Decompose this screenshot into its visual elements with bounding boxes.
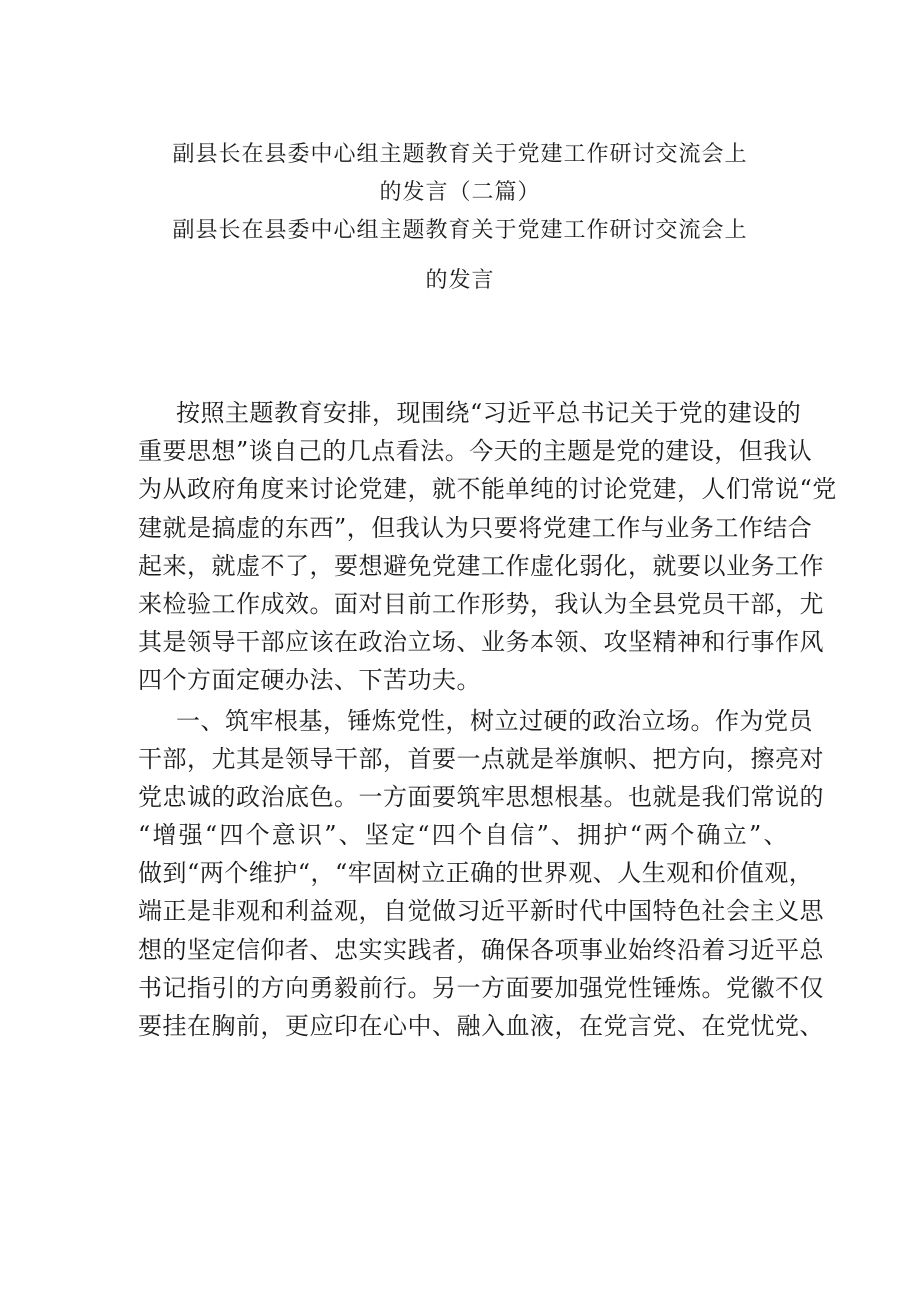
title-line-2: 的发言（二篇） xyxy=(379,180,541,205)
paragraph-line: 想的坚定信仰者、忠实实践者，确保各项事业始终沿着习近平总 xyxy=(138,935,824,964)
paragraph-line: 党忠诚的政治底色。一方面要筑牢思想根基。也就是我们常说的 xyxy=(138,782,824,811)
title-line-1: 副县长在县委中心组主题教育关于党建工作研讨交流会上 xyxy=(172,142,748,167)
document-title xyxy=(0,136,920,300)
paragraph-intro xyxy=(138,394,837,700)
paragraph-line: 四个方面定硬办法、下苦功夫。 xyxy=(138,666,481,695)
paragraph-line: 来检验工作成效。面对目前工作形势，我认为全县党员干部，尤 xyxy=(138,589,824,618)
paragraph-line: 干部，尤其是领导干部，首要一点就是举旗帜、把方向，擦亮对 xyxy=(138,744,824,773)
paragraph-line: 为从政府角度来讨论党建，就不能单纯的讨论党建，人们常说“党 xyxy=(138,475,837,504)
paragraph-section-one xyxy=(138,702,824,1046)
title-line-3: 副县长在县委中心组主题教育关于党建工作研讨交流会上 xyxy=(172,218,748,243)
paragraph-line: 要挂在胸前，更应印在心中、融入血液，在党言党、在党忧党、 xyxy=(138,1012,824,1040)
paragraph-line: 书记指引的方向勇毅前行。另一方面要加强党性锤炼。党徽不仅 xyxy=(138,973,824,1002)
paragraph-line: 起来，就虚不了，要想避免党建工作虚化弱化，就要以业务工作 xyxy=(138,551,824,580)
paragraph-line: 其是领导干部应该在政治立场、业务本领、攻坚精神和行事作风 xyxy=(138,628,824,657)
paragraph-line: 按照主题教育安排，现围绕“习近平总书记关于党的建设的 xyxy=(176,399,802,427)
paragraph-line: 建就是搞虚的东西”，但我认为只要将党建工作与业务工作结合 xyxy=(138,513,813,542)
paragraph-line: 做到“两个维护“，“牢固树立正确的世界观、人生观和价值观， xyxy=(138,859,814,888)
paragraph-line: 重要思想”谈自己的几点看法。今天的主题是党的建设，但我认 xyxy=(138,437,813,466)
paragraph-line: 端正是非观和利益观，自觉做习近平新时代中国特色社会主义思 xyxy=(138,897,824,926)
document-body xyxy=(138,394,837,1045)
title-line-4: 的发言 xyxy=(425,268,495,293)
paragraph-line: 一、筑牢根基，锤炼党性，树立过硬的政治立场。作为党员 xyxy=(176,706,813,735)
paragraph-line: “增强“四个意识”、坚定“四个自信”、拥护“两个确立”、 xyxy=(138,821,788,850)
